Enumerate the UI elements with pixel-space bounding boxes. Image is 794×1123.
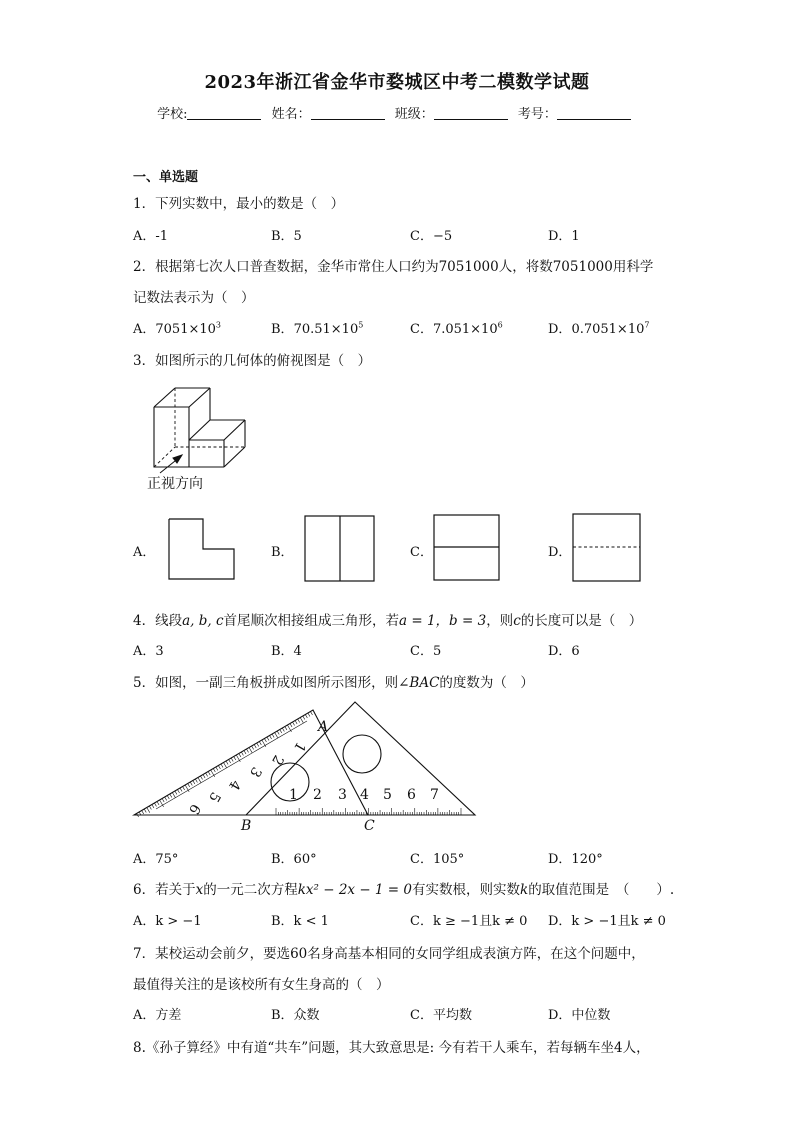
q2-option-c-label: C． xyxy=(410,322,433,337)
q5-stem-part-a: 5．如图，一副三角板拼成如图所示图形，则 xyxy=(133,675,399,691)
ruler-tick xyxy=(267,737,269,740)
q1-option-c[interactable]: C．−5 xyxy=(410,229,453,244)
q2-option-d[interactable] xyxy=(548,318,649,337)
number-blank[interactable] xyxy=(557,107,631,120)
student-info-line xyxy=(0,103,794,122)
q4-stem-part-b: 首尾顺次相接组成三角形，若 xyxy=(223,613,400,629)
ruler-tick xyxy=(293,722,295,725)
q6-variable-k: k xyxy=(520,882,529,898)
ruler-tick xyxy=(221,764,223,767)
ruler-tick xyxy=(198,778,201,783)
ruler-tick xyxy=(206,773,208,776)
q5-ruler-right-digit-3: 3 xyxy=(338,787,347,803)
ruler-tick xyxy=(239,754,241,757)
ruler-tick xyxy=(287,725,291,732)
q7-option-c[interactable]: C．平均数 xyxy=(410,1008,472,1023)
q6-stem-part-a: 6．若关于 xyxy=(133,882,196,898)
number-label: 考号： xyxy=(517,107,557,122)
q5-ruler-left-digit-3: 3 xyxy=(246,764,265,780)
ruler-tick xyxy=(280,730,282,733)
ruler-tick xyxy=(167,796,169,799)
ruler-tick xyxy=(165,797,167,800)
ruler-tick xyxy=(200,776,202,779)
q4-stem-part-d: 的长度可以是（ ） xyxy=(520,613,643,629)
q2-option-a-exponent: 3 xyxy=(215,320,222,330)
ruler-tick xyxy=(254,745,256,748)
ruler-tick xyxy=(147,808,150,813)
q3-option-c-figure[interactable] xyxy=(433,514,501,582)
ruler-tick xyxy=(216,767,218,770)
ruler-tick xyxy=(257,743,259,746)
q3-stem: 3．如图所示的几何体的俯视图是（ ） xyxy=(133,353,372,369)
ruler-tick xyxy=(177,790,179,793)
ruler-tick xyxy=(231,758,233,761)
ruler-tick xyxy=(175,791,177,794)
q5-triangle-rulers-figure xyxy=(126,698,486,838)
q3-option-d[interactable]: D． xyxy=(548,545,572,560)
q7-stem-line1: 7．某校运动会前夕，要选60名身高基本相同的女同学组成表演方阵，在这个问题中， xyxy=(133,946,645,962)
ruler-tick xyxy=(285,727,287,730)
ruler-tick xyxy=(290,724,292,727)
q5-ruler-left-digit-1: 1 xyxy=(290,739,309,755)
q5-ruler-left-digit-5: 5 xyxy=(205,789,224,805)
q6-equation: kx² − 2x − 1 = 0 xyxy=(297,882,412,898)
q1-stem: 1．下列实数中，最小的数是（ ） xyxy=(133,196,345,212)
q2-option-c-exponent: 6 xyxy=(497,320,503,330)
ruler-tick xyxy=(193,781,195,784)
q3-option-d-figure[interactable] xyxy=(572,513,642,583)
q6-stem-part-b: 的一元二次方程 xyxy=(203,882,298,898)
q8-stem-line1: 8.《孙子算经》中有道“共车”问题，其大致意思是: 今有若干人乘车，若每辆车坐4人， xyxy=(133,1040,650,1056)
q5-ruler-right-digit-1: 1 xyxy=(289,787,298,803)
q5-ruler-ticks-right xyxy=(276,808,461,815)
q5-option-c[interactable]: C．105° xyxy=(410,852,465,867)
section-heading: 一、单选题 xyxy=(133,170,199,185)
q2-option-a-mantissa: 7051×10 xyxy=(155,322,216,337)
q5-option-d[interactable]: D．120° xyxy=(548,852,603,867)
q2-option-d-label: D． xyxy=(548,322,572,337)
ruler-tick xyxy=(142,811,144,814)
school-label: 学校: xyxy=(157,107,188,122)
ruler-tick xyxy=(203,775,205,778)
q4-variable-c: c xyxy=(513,613,521,629)
q5-ruler-right-digit-7: 7 xyxy=(430,787,439,803)
q4-option-c[interactable]: C．5 xyxy=(410,644,442,659)
q5-point-b: B xyxy=(241,818,252,834)
q3-option-b-figure[interactable] xyxy=(304,515,376,583)
q5-ruler-right-digit-4: 4 xyxy=(360,787,369,803)
q5-stem-part-b: 的度数为（ ） xyxy=(439,675,534,691)
q3-option-a[interactable]: A． xyxy=(133,545,156,560)
ruler-tick xyxy=(308,713,310,716)
name-blank[interactable] xyxy=(311,107,385,120)
ruler-tick xyxy=(208,772,210,775)
ruler-tick xyxy=(144,809,146,812)
ruler-tick xyxy=(180,788,182,791)
q2-option-a[interactable] xyxy=(133,318,221,337)
ruler-tick xyxy=(295,721,297,724)
q7-option-d[interactable]: D．中位数 xyxy=(548,1008,611,1023)
q2-option-a-label: A． xyxy=(133,322,156,337)
ruler-tick xyxy=(190,782,192,785)
q5-option-a[interactable]: A．75° xyxy=(133,852,179,867)
ruler-tick xyxy=(213,769,215,772)
q2-stem-line1: 2．根据第七次人口普查数据，金华市常住人口约为7051000人，将数7051000用科学 xyxy=(133,259,654,275)
q3-option-c[interactable]: C． xyxy=(410,545,433,560)
q5-ruler-right-digit-2: 2 xyxy=(313,787,322,803)
ruler-tick xyxy=(162,799,164,802)
q4-stem xyxy=(133,609,642,629)
name-label: 姓名： xyxy=(271,107,311,122)
ruler-tick xyxy=(244,751,246,754)
ruler-tick xyxy=(282,728,284,731)
q1-option-d[interactable]: D．1 xyxy=(548,229,580,244)
class-label: 班级： xyxy=(394,107,434,122)
q2-option-c-mantissa: 7.051×10 xyxy=(432,322,498,337)
q5-option-b[interactable]: B．60° xyxy=(271,852,317,867)
q3-option-a-figure[interactable] xyxy=(168,517,238,582)
class-blank[interactable] xyxy=(434,107,508,120)
q2-option-b-label: B． xyxy=(271,322,294,337)
q2-option-c[interactable] xyxy=(410,318,503,337)
q6-option-d[interactable]: D．k > −1且k ≠ 0 xyxy=(548,914,666,929)
q2-option-d-mantissa: 0.7051×10 xyxy=(571,322,645,337)
q5-point-a: A xyxy=(318,719,329,735)
q2-stem-line2: 记数法表示为（ ） xyxy=(133,290,255,306)
q5-hole-right xyxy=(343,735,381,773)
q7-option-b[interactable]: B．众数 xyxy=(271,1008,320,1023)
q6-stem-part-d: 的取值范围是 （ ）. xyxy=(528,882,675,898)
q5-ruler-left-digit-4: 4 xyxy=(225,777,244,793)
q5-ruler-right-digit-6: 6 xyxy=(407,787,416,803)
q5-point-c: C xyxy=(364,818,375,834)
ruler-tick xyxy=(172,793,175,798)
q6-stem xyxy=(133,878,674,898)
ruler-tick xyxy=(247,749,249,752)
ruler-tick xyxy=(305,715,307,718)
q5-stem xyxy=(133,671,534,691)
ruler-tick xyxy=(310,712,312,715)
q6-option-b[interactable]: B．k < 1 xyxy=(271,914,329,929)
ruler-tick xyxy=(170,794,172,797)
q5-set-square-30 xyxy=(134,710,368,815)
q1-option-b[interactable]: B．5 xyxy=(271,229,302,244)
q7-stem-line2: 最值得关注的是该校所有女生身高的（ ） xyxy=(133,977,390,993)
ruler-tick xyxy=(154,803,156,806)
ruler-tick xyxy=(277,731,279,734)
ruler-tick xyxy=(241,752,243,755)
ruler-tick xyxy=(152,805,154,808)
q6-stem-part-c: 有实数根，则实数 xyxy=(412,882,520,898)
ruler-tick xyxy=(275,733,278,738)
ruler-tick xyxy=(149,806,151,809)
ruler-tick xyxy=(224,763,227,768)
q5-ruler-left-digit-2: 2 xyxy=(268,752,287,768)
q1-option-a[interactable]: A．-1 xyxy=(133,229,169,244)
q4-stem-part-c: ，则 xyxy=(486,613,514,629)
q3-option-b[interactable]: B． xyxy=(271,545,294,560)
ruler-tick xyxy=(300,718,303,723)
ruler-tick xyxy=(264,739,266,742)
ruler-tick xyxy=(252,746,254,749)
q2-option-b-exponent: 5 xyxy=(358,320,364,330)
q4-option-d[interactable]: D．6 xyxy=(548,644,580,659)
q6-option-c[interactable]: C．k ≥ −1且k ≠ 0 xyxy=(410,914,528,929)
ruler-tick xyxy=(270,736,272,739)
ruler-tick xyxy=(229,760,231,763)
page-title: 2023年浙江省金华市婺城区中考二模数学试题 xyxy=(204,72,590,93)
q2-option-b[interactable] xyxy=(271,318,363,337)
q4-option-b[interactable]: B．4 xyxy=(271,644,302,659)
q4-option-a[interactable]: A．3 xyxy=(133,644,164,659)
q5-ruler-left-digit-6: 6 xyxy=(185,801,204,817)
q2-option-d-exponent: 7 xyxy=(644,320,650,330)
ruler-tick xyxy=(249,748,252,753)
q5-angle: ∠BAC xyxy=(398,675,440,691)
q6-option-a[interactable]: A．k > −1 xyxy=(133,914,202,929)
q6-variable-x: x xyxy=(195,882,204,898)
ruler-tick xyxy=(157,802,159,805)
school-blank[interactable] xyxy=(187,107,261,120)
ruler-tick xyxy=(234,757,236,760)
q4-variables: a, b, c xyxy=(182,613,224,629)
ruler-tick xyxy=(226,761,228,764)
ruler-tick xyxy=(298,719,300,722)
ruler-tick xyxy=(303,716,305,719)
ruler-tick xyxy=(218,766,220,769)
q3-view-direction-label: 正视方向 xyxy=(147,476,203,492)
q5-ruler-right-digit-5: 5 xyxy=(383,787,392,803)
q4-stem-part-a: 4．线段 xyxy=(133,613,183,629)
ruler-tick xyxy=(272,734,274,737)
q7-option-a[interactable]: A．方差 xyxy=(133,1008,182,1023)
ruler-tick xyxy=(259,742,261,745)
ruler-tick xyxy=(195,779,197,782)
q2-option-b-mantissa: 70.51×10 xyxy=(293,322,359,337)
q4-condition: a = 1，b = 3 xyxy=(399,613,487,629)
ruler-tick xyxy=(183,787,185,790)
ruler-tick xyxy=(188,784,190,787)
